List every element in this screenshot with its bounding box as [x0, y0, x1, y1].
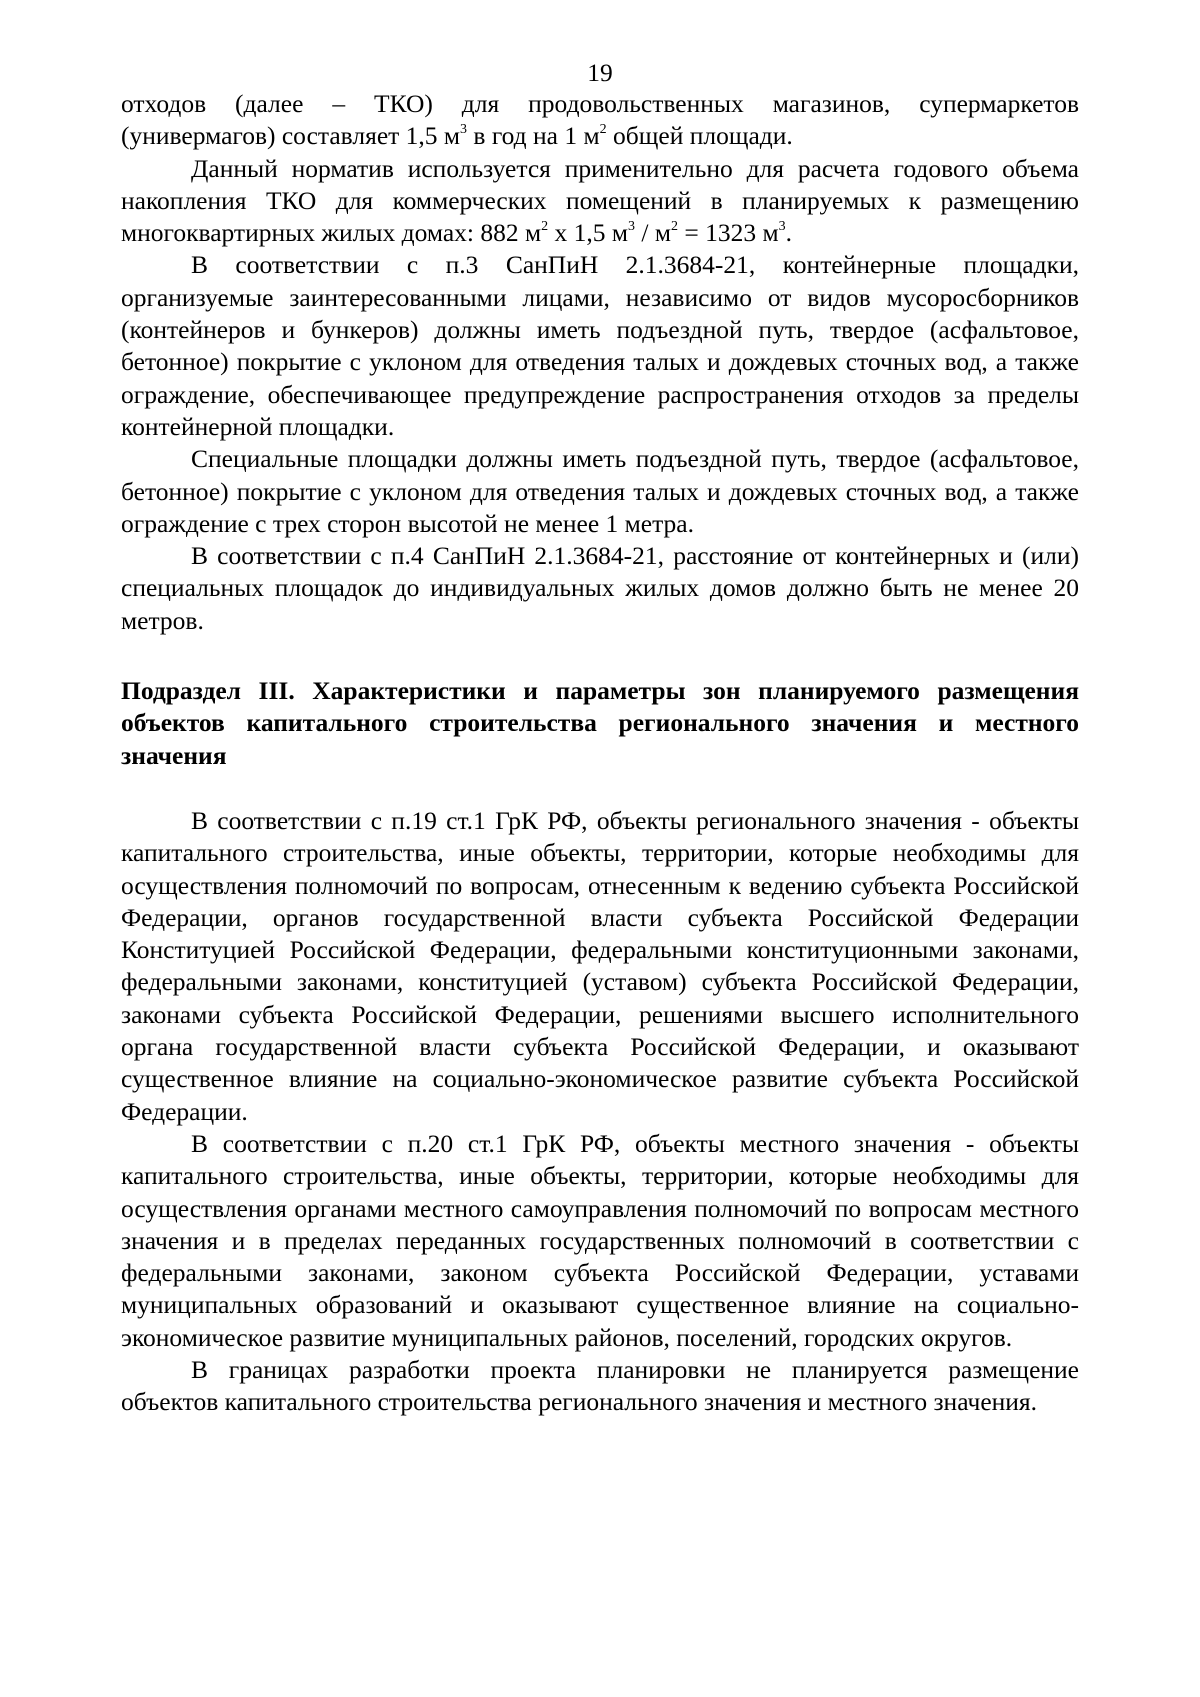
paragraph-regional-objects: В соответствии с п.19 ст.1 ГрК РФ, объекты регионального значения - объекты капитального строительства, иные объекты, территории, которые необходимы для осуществления полномочий по вопросам, отнесенным к ведению субъекта Российской Федерации, органов государственной власти субъекта Российской Федерации Конституцией Российской Федерации, федеральными конституционными законами, федеральными законами, конституцией (уставом) субъекта Российской Федерации, законами субъекта Российской Федерации, решениями высшего исполнительного органа государственной власти субъекта Российской Федерации, и оказывают существенное влияние на социально-экономическое развитие субъекта Российской Федерации. [121, 805, 1079, 1126]
superscript: 2 [541, 218, 549, 234]
section-heading: Подраздел III. Характеристики и параметры зон планируемого размещения объектов капитального строительства регионального значения и местного значения [121, 676, 1079, 770]
text-fragment: . [785, 218, 793, 248]
page-number: 19 [587, 58, 613, 87]
superscript: 2 [671, 218, 678, 234]
page-body [121, 88, 1079, 1419]
paragraph-container-sites: В соответствии с п.3 СанПиН 2.1.3684-21, контейнерные площадки, организуемые заинтересованными лицами, независимо от видов мусоросборников (контейнеров и бункеров) должны иметь подъездной путь, твердое (асфальтовое, бетонное) покрытие с уклоном для отведения талых и дождевых сточных вод, а также ограждение, обеспечивающее предупреждение распространения отходов за пределы контейнерной площадки. [121, 250, 1079, 441]
superscript: 3 [778, 218, 786, 234]
text-fragment: Данный норматив используется применительно для расчета годового объема накопления ТКО для коммерческих помещений в планируемых к размещению многоквартирных жилых домах: 882 м [121, 153, 1079, 248]
paragraph-tko-calculation [121, 153, 1079, 250]
paragraph-tko-norm [121, 88, 1079, 153]
text-fragment: общей площади. [606, 121, 793, 151]
superscript: 2 [599, 121, 607, 137]
paragraph-conclusion: В границах разработки проекта планировки не планируется размещение объектов капитального строительства регионального значения и местного значения. [121, 1354, 1079, 1417]
text-fragment: / м [635, 218, 671, 248]
superscript: 3 [628, 218, 636, 234]
text-fragment: х 1,5 м [548, 218, 629, 248]
paragraph-local-objects: В соответствии с п.20 ст.1 ГрК РФ, объекты местного значения - объекты капитального строительства, иные объекты, территории, которые необходимы для осуществления органами местного самоуправления полномочий по вопросам местного значения и в пределах переданных государственных полномочий в соответствии с федеральными законами, законом субъекта Российской Федерации, уставами муниципальных образований и оказывают существенное влияние на социально-экономическое развитие муниципальных районов, поселений, городских округов. [121, 1128, 1079, 1352]
superscript: 3 [460, 121, 468, 137]
text-fragment: в год на 1 м [467, 121, 600, 151]
paragraph-distance: В соответствии с п.4 СанПиН 2.1.3684-21, расстояние от контейнерных и (или) специальных площадок до индивидуальных жилых домов должно быть не менее 20 метров. [121, 541, 1079, 635]
spacer [121, 637, 1079, 675]
text-fragment: отходов (далее – ТКО) для продовольственных магазинов, супермаркетов (универмагов) составляет 1,5 м [121, 89, 1079, 151]
text-fragment: = 1323 м [678, 218, 779, 248]
spacer [121, 772, 1079, 805]
paragraph-special-sites: Специальные площадки должны иметь подъездной путь, твердое (асфальтовое, бетонное) покрытие с уклоном для отведения талых и дождевых сточных вод, а также ограждение с трех сторон высотой не менее 1 метра. [121, 444, 1079, 538]
